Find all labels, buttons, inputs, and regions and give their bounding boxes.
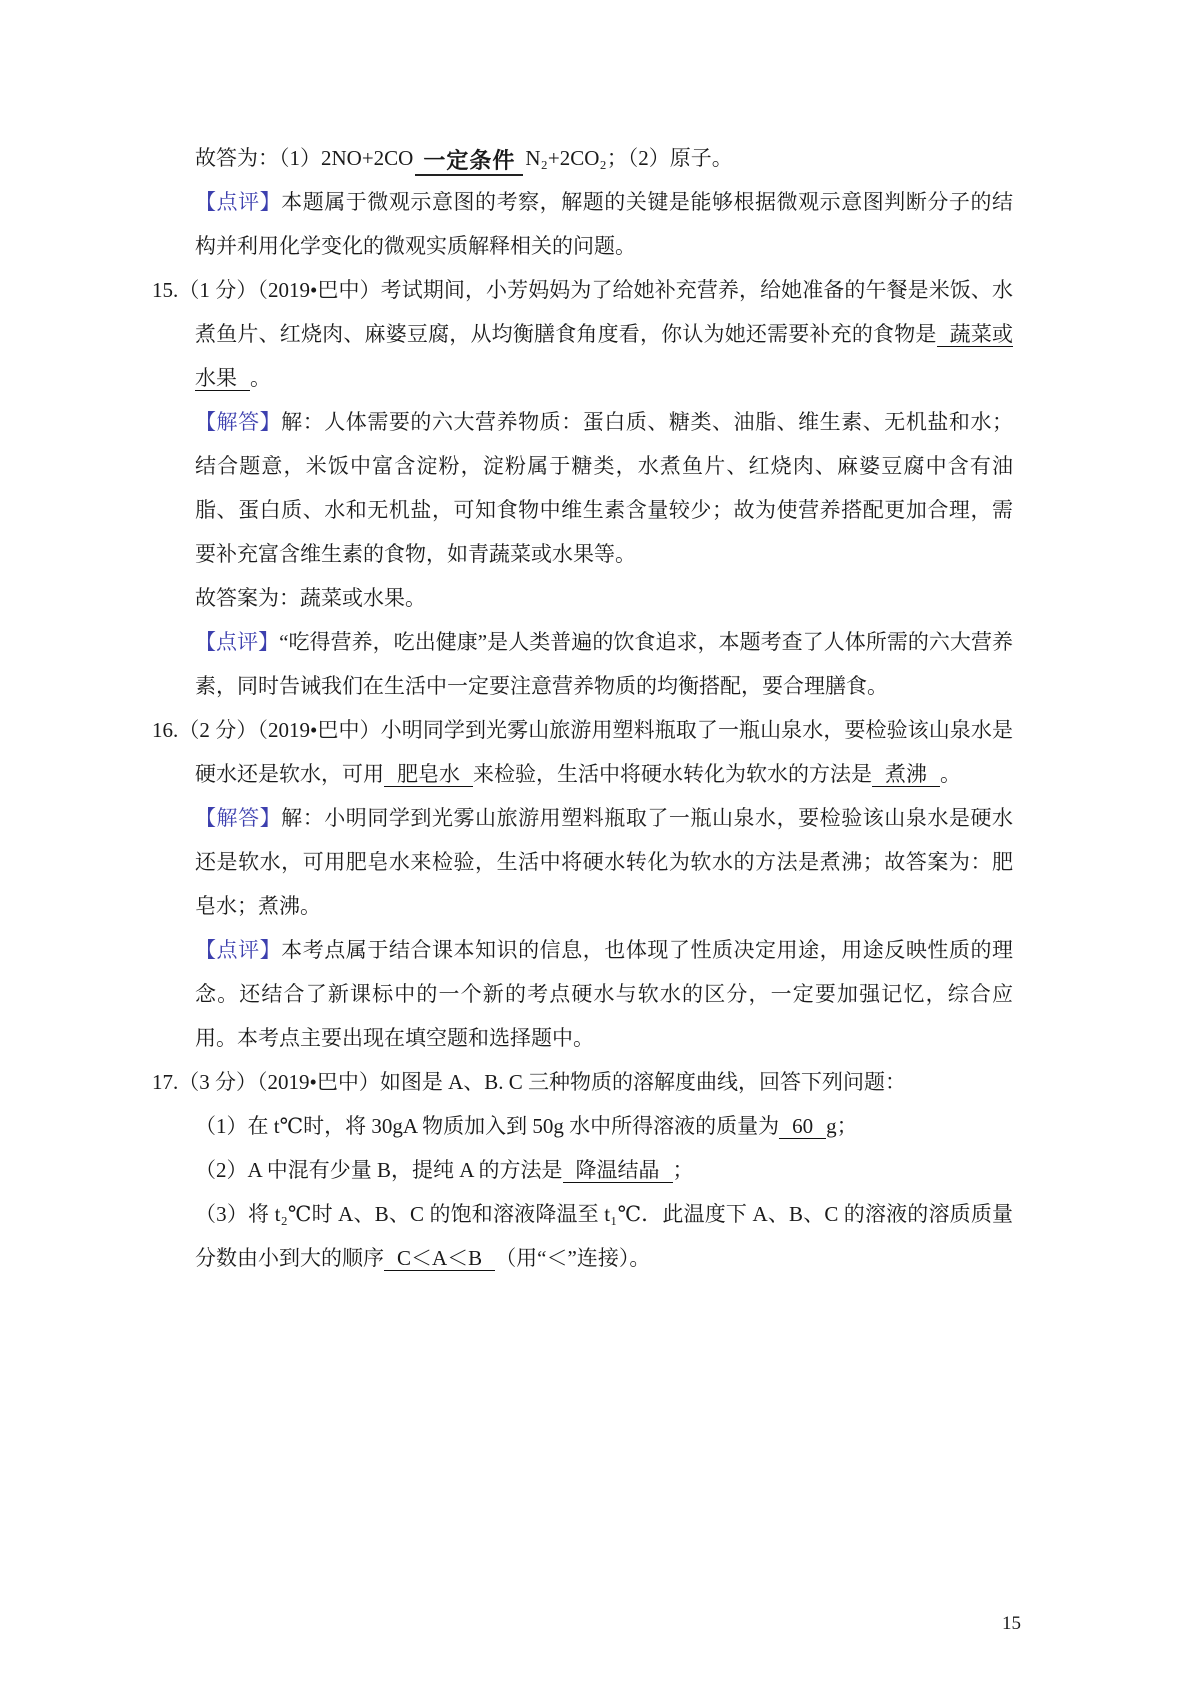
q16-answer-blank-1: 肥皂水 [384, 762, 473, 787]
q15-review-paragraph [195, 620, 1013, 708]
q16-tail: 。 [940, 762, 961, 786]
q15-conclusion-text: 故答案为：蔬菜或水果。 [195, 586, 426, 610]
reaction-condition-over-arrow [415, 148, 523, 176]
review-label: 【点评】 [195, 938, 282, 962]
q16-review-paragraph [195, 928, 1013, 1060]
q17-part2-answer-blank: 降温结晶 [563, 1158, 673, 1183]
q15-stem: 15.（1 分）（2019•巴中）考试期间，小芳妈妈为了给她补充营养，给她准备的午餐是米饭、水煮鱼片、红烧肉、麻婆豆腐，从均衡膳食角度看，你认为她还需要补充的食物是 [152, 278, 1013, 346]
q17-part1-answer-blank: 60 [779, 1114, 826, 1139]
review-paragraph-prev [195, 180, 1013, 268]
q16-solution-paragraph [195, 796, 1013, 928]
q16-answer-blank-2: 煮沸 [872, 762, 940, 787]
question-15 [152, 268, 1014, 400]
q16-review-text: 本考点属于结合课本知识的信息，也体现了性质决定用途，用途反映性质的理念。还结合了新课标中的一个新的考点硬水与软水的区分，一定要加强记忆，综合应用。本考点主要出现在填空题和选择题中。 [195, 938, 1014, 1050]
question-17 [152, 1060, 1013, 1104]
review-label: 【点评】 [195, 190, 282, 214]
question-16 [152, 708, 1013, 796]
q17-part3 [195, 1192, 1013, 1280]
q15-answer-blank: 蔬菜或水果 [195, 322, 1014, 390]
prev-answer-text-post: N₂+2CO₂；（2）原子。 [525, 146, 733, 170]
q15-review-text: “吃得营养，吃出健康”是人类普遍的饮食追求，本题考查了人体所需的六大营养素，同时告诫我们在生活中一定要注意营养物质的均衡搭配，要合理膳食。 [195, 630, 1013, 698]
q17-part1-tail: g； [826, 1114, 858, 1138]
page-content [152, 136, 1014, 1280]
q16-mid: 来检验，生活中将硬水转化为软水的方法是 [473, 762, 872, 786]
q15-solution-text: 解：人体需要的六大营养物质：蛋白质、糖类、油脂、维生素、无机盐和水；结合题意，米饭中富含淀粉，淀粉属于糖类，水煮鱼片、红烧肉、麻婆豆腐中含有油脂、蛋白质、水和无机盐，可知食物中维生素含量较少；故为使营养搭配更加合理，需要补充富含维生素的食物，如青蔬菜或水果等。 [195, 410, 1014, 566]
q17-part3-tail: （用“＜”连接）。 [495, 1246, 651, 1270]
q17-part1 [195, 1104, 1013, 1148]
review-label: 【点评】 [195, 630, 280, 654]
prev-answer-line [195, 136, 1013, 180]
q16-stem: 16.（2 分）（2019•巴中）小明同学到光雾山旅游用塑料瓶取了一瓶山泉水，要检验该山泉水是硬水还是软水，可用 [152, 718, 1013, 786]
page-number: 15 [1002, 1613, 1021, 1634]
reaction-condition-text: 一定条件 [423, 148, 516, 173]
q15-solution-paragraph [195, 400, 1013, 576]
q17-part2-tail: ； [672, 1158, 694, 1182]
q17-part2-text: （2）A 中混有少量 B，提纯 A 的方法是 [195, 1158, 563, 1182]
q17-part1-text: （1）在 t℃时，将 30gA 物质加入到 50g 水中所得溶液的质量为 [195, 1114, 780, 1138]
solution-label: 【解答】 [195, 806, 282, 830]
q17-stem: 17.（3 分）（2019•巴中）如图是 A、B. C 三种物质的溶解度曲线，回答下列问题： [152, 1070, 907, 1094]
prev-answer-text-pre: 故答为：（1）2NO+2CO [195, 146, 414, 170]
q17-part3-text: （3）将 t₂℃时 A、B、C 的饱和溶液降温至 t₁℃．此温度下 A、B、C 的溶液的溶质质量分数由小到大的顺序 [195, 1202, 1013, 1270]
q15-tail: 。 [250, 366, 271, 390]
q17-part2 [195, 1148, 1013, 1192]
q16-solution-text: 解：小明同学到光雾山旅游用塑料瓶取了一瓶山泉水，要检验该山泉水是硬水还是软水，可用肥皂水来检验，生活中将硬水转化为软水的方法是煮沸；故答案为：肥皂水；煮沸。 [195, 806, 1014, 918]
q17-part3-answer-blank: C＜A＜B [384, 1246, 495, 1271]
q15-conclusion [195, 576, 1013, 620]
solution-label: 【解答】 [195, 410, 282, 434]
review-text: 本题属于微观示意图的考察，解题的关键是能够根据微观示意图判断分子的结构并利用化学变化的微观实质解释相关的问题。 [195, 190, 1014, 258]
